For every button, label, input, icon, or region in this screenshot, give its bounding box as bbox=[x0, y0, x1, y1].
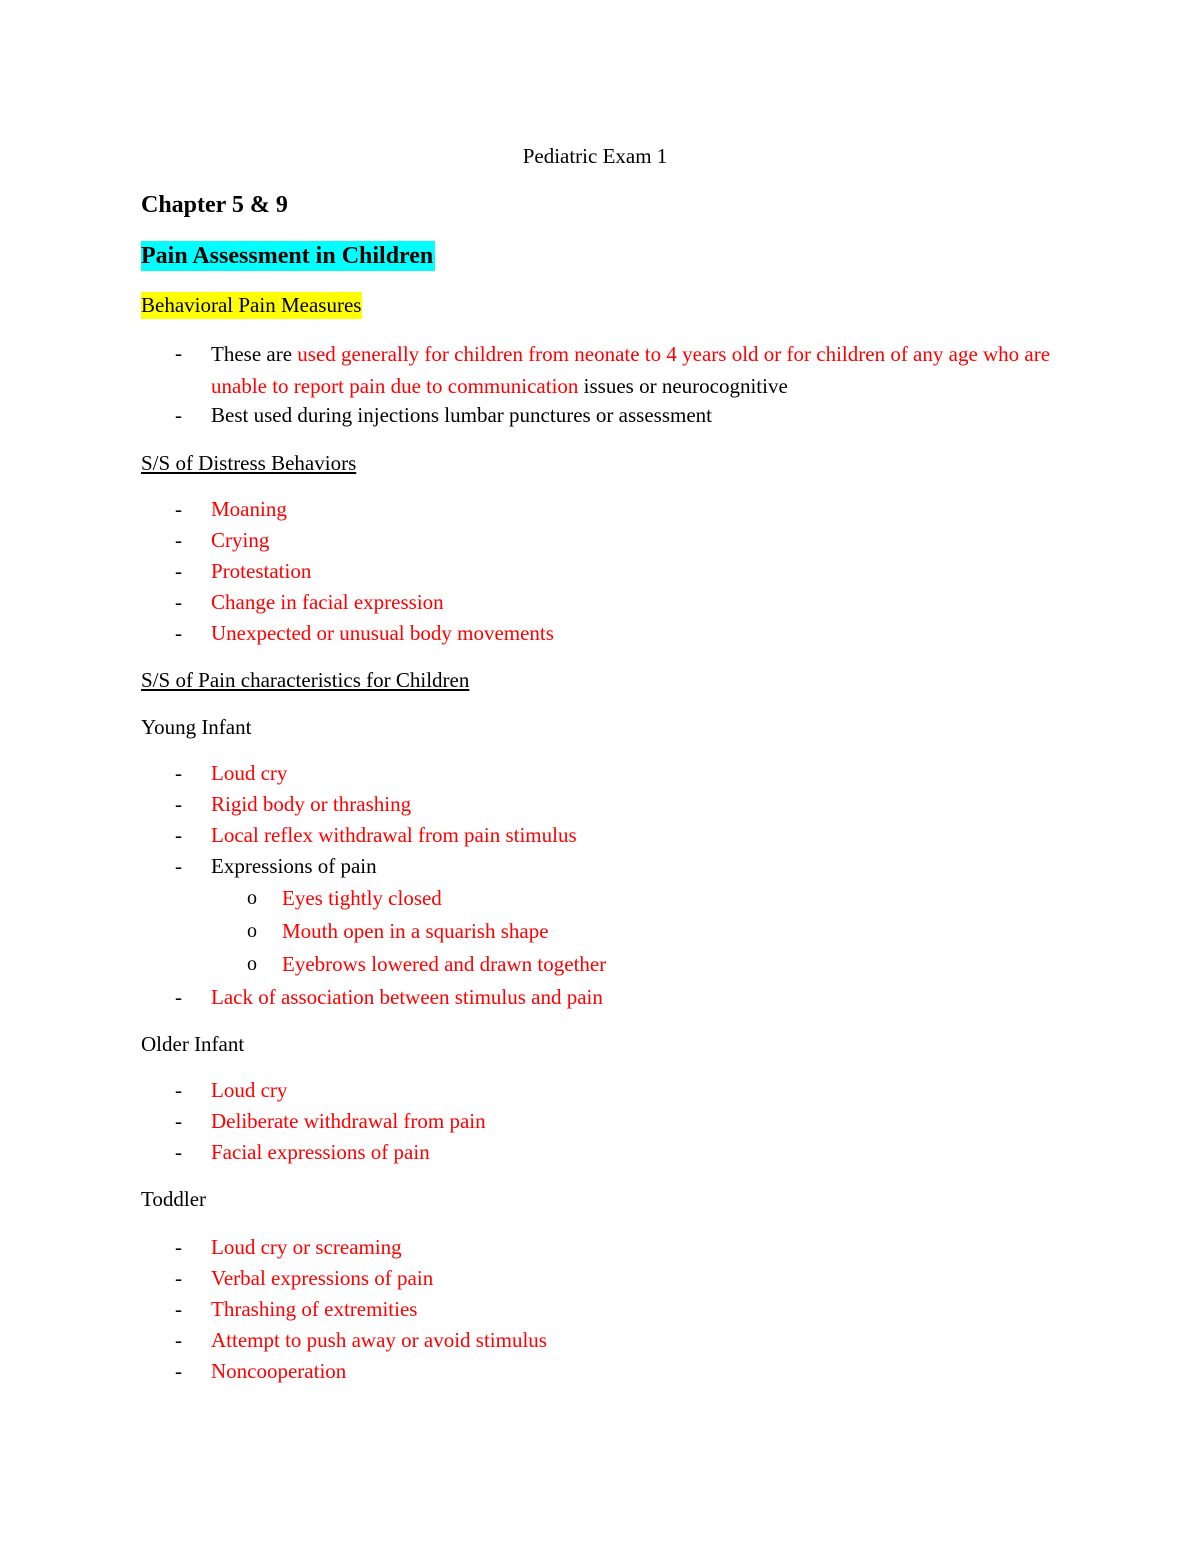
list-item-text: Eyes tightly closed bbox=[282, 886, 442, 910]
bullet-dash: - bbox=[175, 341, 182, 365]
list-item-text bbox=[211, 338, 1061, 402]
list-item-text: Crying bbox=[211, 528, 270, 552]
bullet-dash: - bbox=[175, 854, 182, 878]
young-infant-label: Young Infant bbox=[141, 715, 252, 739]
list-item-text: Change in facial expression bbox=[211, 590, 444, 614]
bullet-dash: - bbox=[175, 1078, 182, 1102]
list-item-text: Deliberate withdrawal from pain bbox=[211, 1109, 486, 1133]
list-item-text: Eyebrows lowered and drawn together bbox=[282, 952, 607, 976]
bullet-dash: - bbox=[175, 1109, 182, 1133]
text-segment: These are bbox=[211, 342, 298, 366]
list-item-text: Loud cry bbox=[211, 1078, 288, 1102]
bullet-dash: - bbox=[175, 621, 182, 645]
bullet-dash: - bbox=[175, 497, 182, 521]
bullet-dash: - bbox=[175, 590, 182, 614]
bullet-dash: - bbox=[175, 1266, 182, 1290]
bullet-dash: - bbox=[175, 792, 182, 816]
bullet-dash: - bbox=[175, 1328, 182, 1352]
list-item-text: Attempt to push away or avoid stimulus bbox=[211, 1328, 547, 1352]
list-item-text: Mouth open in a squarish shape bbox=[282, 919, 549, 943]
list-item-text: Noncooperation bbox=[211, 1359, 347, 1383]
bullet-dash: - bbox=[175, 559, 182, 583]
bullet-dash: - bbox=[175, 761, 182, 785]
bullet-dash: - bbox=[175, 403, 182, 427]
document-title: Pediatric Exam 1 bbox=[522, 144, 668, 168]
bullet-dash: - bbox=[175, 823, 182, 847]
section-heading: Pain Assessment in Children bbox=[141, 243, 434, 269]
list-item-text: Rigid body or thrashing bbox=[211, 792, 412, 816]
list-item-text: Thrashing of extremities bbox=[211, 1297, 418, 1321]
list-item-text: Local reflex withdrawal from pain stimulus bbox=[211, 823, 577, 847]
bullet-circle: o bbox=[247, 887, 257, 909]
list-item-text: Expressions of pain bbox=[211, 854, 377, 878]
behavioral-heading: Behavioral Pain Measures bbox=[141, 293, 362, 317]
toddler-label: Toddler bbox=[141, 1187, 207, 1211]
list-item-text: Unexpected or unusual body movements bbox=[211, 621, 554, 645]
list-item-text: Loud cry bbox=[211, 761, 288, 785]
bullet-circle: o bbox=[247, 920, 257, 942]
list-item-text: Verbal expressions of pain bbox=[211, 1266, 434, 1290]
bullet-circle: o bbox=[247, 953, 257, 975]
pain-characteristics-heading: S/S of Pain characteristics for Children bbox=[141, 668, 470, 692]
list-item-text: Protestation bbox=[211, 559, 312, 583]
bullet-dash: - bbox=[175, 1359, 182, 1383]
text-segment: issues or neurocognitive bbox=[578, 374, 788, 398]
bullet-dash: - bbox=[175, 1297, 182, 1321]
distress-heading: S/S of Distress Behaviors bbox=[141, 451, 357, 475]
text-segment-red: used generally for children from neonate to 4 years old or for children of any age who are unable to report pain due to communication bbox=[211, 342, 1051, 398]
chapter-heading: Chapter 5 & 9 bbox=[141, 192, 288, 218]
bullet-dash: - bbox=[175, 1140, 182, 1164]
list-item-text: Moaning bbox=[211, 497, 287, 521]
bullet-dash: - bbox=[175, 1235, 182, 1259]
bullet-dash: - bbox=[175, 528, 182, 552]
list-item-text: Best used during injections lumbar punctures or assessment bbox=[211, 403, 712, 427]
list-item-text: Lack of association between stimulus and pain bbox=[211, 985, 603, 1009]
bullet-dash: - bbox=[175, 985, 182, 1009]
older-infant-label: Older Infant bbox=[141, 1032, 245, 1056]
list-item-text: Loud cry or screaming bbox=[211, 1235, 402, 1259]
list-item-text: Facial expressions of pain bbox=[211, 1140, 430, 1164]
